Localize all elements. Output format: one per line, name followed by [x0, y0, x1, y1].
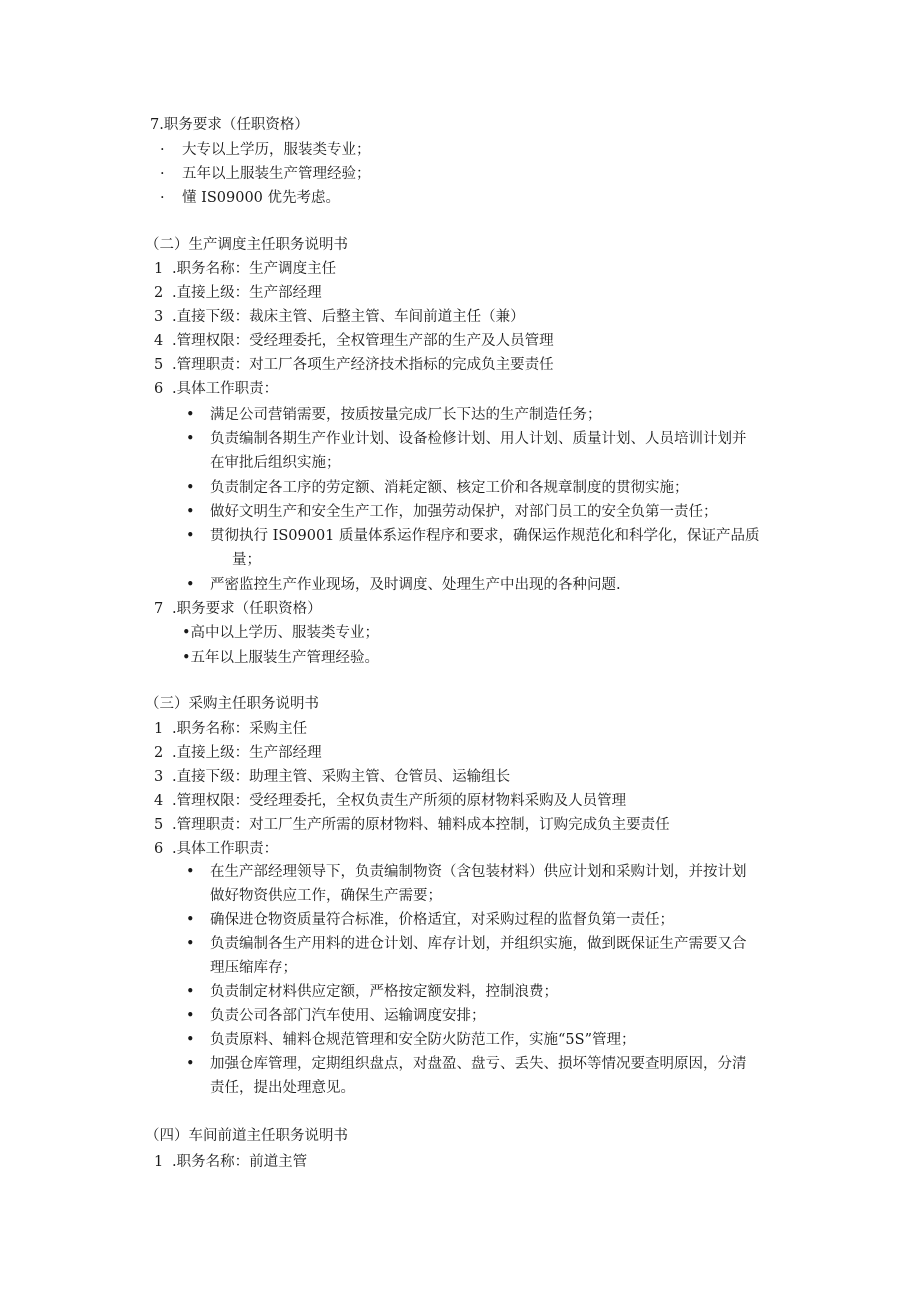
field-line: .管理权限：受经理委托，全权管理生产部的生产及人员管理	[172, 333, 554, 349]
duty-item-cont: 量；	[232, 552, 261, 568]
bullet-icon: •	[186, 912, 195, 928]
field-number: 1	[154, 261, 164, 277]
bullet-icon: •	[186, 936, 195, 952]
list-item: •高中以上学历、服装类专业；	[182, 625, 380, 641]
duty-item-cont: 责任，提出处理意见。	[210, 1080, 355, 1096]
bullet-icon: ·	[160, 142, 165, 158]
list-item: •五年以上服装生产管理经验。	[182, 650, 380, 666]
bullet-icon: •	[186, 984, 195, 1000]
duty-item: 严密监控生产作业现场，及时调度、处理生产中出现的各种问题.	[210, 577, 621, 593]
bullet-icon: •	[186, 528, 195, 544]
field-number: 2	[154, 285, 164, 301]
field-line: .管理职责：对工厂生产所需的原材物料、辅料成本控制，订购完成负主要责任	[172, 817, 670, 833]
duty-item: 负责制定各工序的劳定额、消耗定额、核定工价和各规章制度的贯彻实施；	[210, 480, 689, 496]
duty-item: 负责编制各生产用料的进仓计划、库存计划，并组织实施，做到既保证生产需要又合	[210, 936, 747, 952]
duty-item: 在生产部经理领导下，负责编制物资（含包装材料）供应计划和采购计划，并按计划	[210, 864, 747, 880]
field-line: .直接下级：助理主管、采购主管、仓管员、运输组长	[172, 769, 511, 785]
duty-item: 加强仓库管理，定期组织盘点，对盘盈、盘亏、丢失、损坏等情况要查明原因，分清	[210, 1056, 747, 1072]
field-line: .直接下级：裁床主管、后整主管、车间前道主任（兼）	[172, 309, 525, 325]
field-line: .具体工作职责：	[172, 381, 279, 397]
bullet-icon: •	[186, 577, 195, 593]
bullet-icon: ·	[160, 166, 165, 182]
field-number: 2	[154, 745, 164, 761]
list-item: 五年以上服装生产管理经验；	[182, 166, 371, 182]
list-item: 懂 IS09000 优先考虑。	[182, 190, 341, 206]
field-number: 7	[154, 601, 164, 617]
field-line: .直接上级：生产部经理	[172, 745, 322, 761]
field-line: .具体工作职责：	[172, 841, 279, 857]
list-item: 大专以上学历，服装类专业；	[182, 142, 371, 158]
section-title: （三）采购主任职务说明书	[145, 696, 319, 712]
field-number: 6	[154, 381, 164, 397]
duty-item-cont: 在审批后组织实施；	[210, 455, 341, 471]
field-number: 1	[154, 1154, 164, 1170]
duty-item: 做好文明生产和安全生产工作，加强劳动保护，对部门员工的安全负第一责任；	[210, 504, 718, 520]
section-title: （四）车间前道主任职务说明书	[145, 1128, 348, 1144]
field-number: 5	[154, 817, 164, 833]
duty-item: 负责编制各期生产作业计划、设备检修计划、用人计划、质量计划、人员培训计划并	[210, 431, 747, 447]
field-line: .直接上级：生产部经理	[172, 285, 322, 301]
field-number: 4	[154, 333, 164, 349]
bullet-icon: •	[186, 504, 195, 520]
requirements-heading: 7.职务要求（任职资格）	[150, 117, 309, 133]
field-number: 1	[154, 721, 164, 737]
duty-item: 负责原料、辅料仓规范管理和安全防火防范工作，实施“5S”管理；	[210, 1032, 636, 1048]
field-line: .职务名称：前道主管	[172, 1154, 308, 1170]
field-line: .管理权限：受经理委托，全权负责生产所须的原材物料采购及人员管理	[172, 793, 627, 809]
field-number: 6	[154, 841, 164, 857]
field-line: .职务名称：生产调度主任	[172, 261, 337, 277]
field-number: 4	[154, 793, 164, 809]
section-title: （二）生产调度主任职务说明书	[145, 237, 348, 253]
bullet-icon: ·	[160, 190, 165, 206]
field-number: 5	[154, 357, 164, 373]
duty-item: 负责制定材料供应定额，严格按定额发料，控制浪费；	[210, 984, 558, 1000]
duty-item: 负责公司各部门汽车使用、运输调度安排；	[210, 1008, 486, 1024]
requirements-heading: .职务要求（任职资格）	[172, 601, 322, 617]
duty-item: 确保进仓物资质量符合标准，价格适宜，对采购过程的监督负第一责任；	[210, 912, 674, 928]
bullet-icon: •	[186, 480, 195, 496]
bullet-icon: •	[186, 407, 195, 423]
field-line: .职务名称：采购主任	[172, 721, 308, 737]
bullet-icon: •	[186, 431, 195, 447]
duty-item: 贯彻执行 IS09001 质量体系运作程序和要求，确保运作规范化和科学化，保证产品质	[210, 528, 760, 544]
duty-item: 满足公司营销需要，按质按量完成厂长下达的生产制造任务；	[210, 407, 602, 423]
bullet-icon: •	[186, 864, 195, 880]
field-line: .管理职责：对工厂各项生产经济技术指标的完成负主要责任	[172, 357, 554, 373]
field-number: 3	[154, 309, 164, 325]
duty-item-cont: 理压缩库存；	[210, 960, 297, 976]
duty-item-cont: 做好物资供应工作，确保生产需要；	[210, 888, 442, 904]
bullet-icon: •	[186, 1032, 195, 1048]
bullet-icon: •	[186, 1056, 195, 1072]
field-number: 3	[154, 769, 164, 785]
bullet-icon: •	[186, 1008, 195, 1024]
